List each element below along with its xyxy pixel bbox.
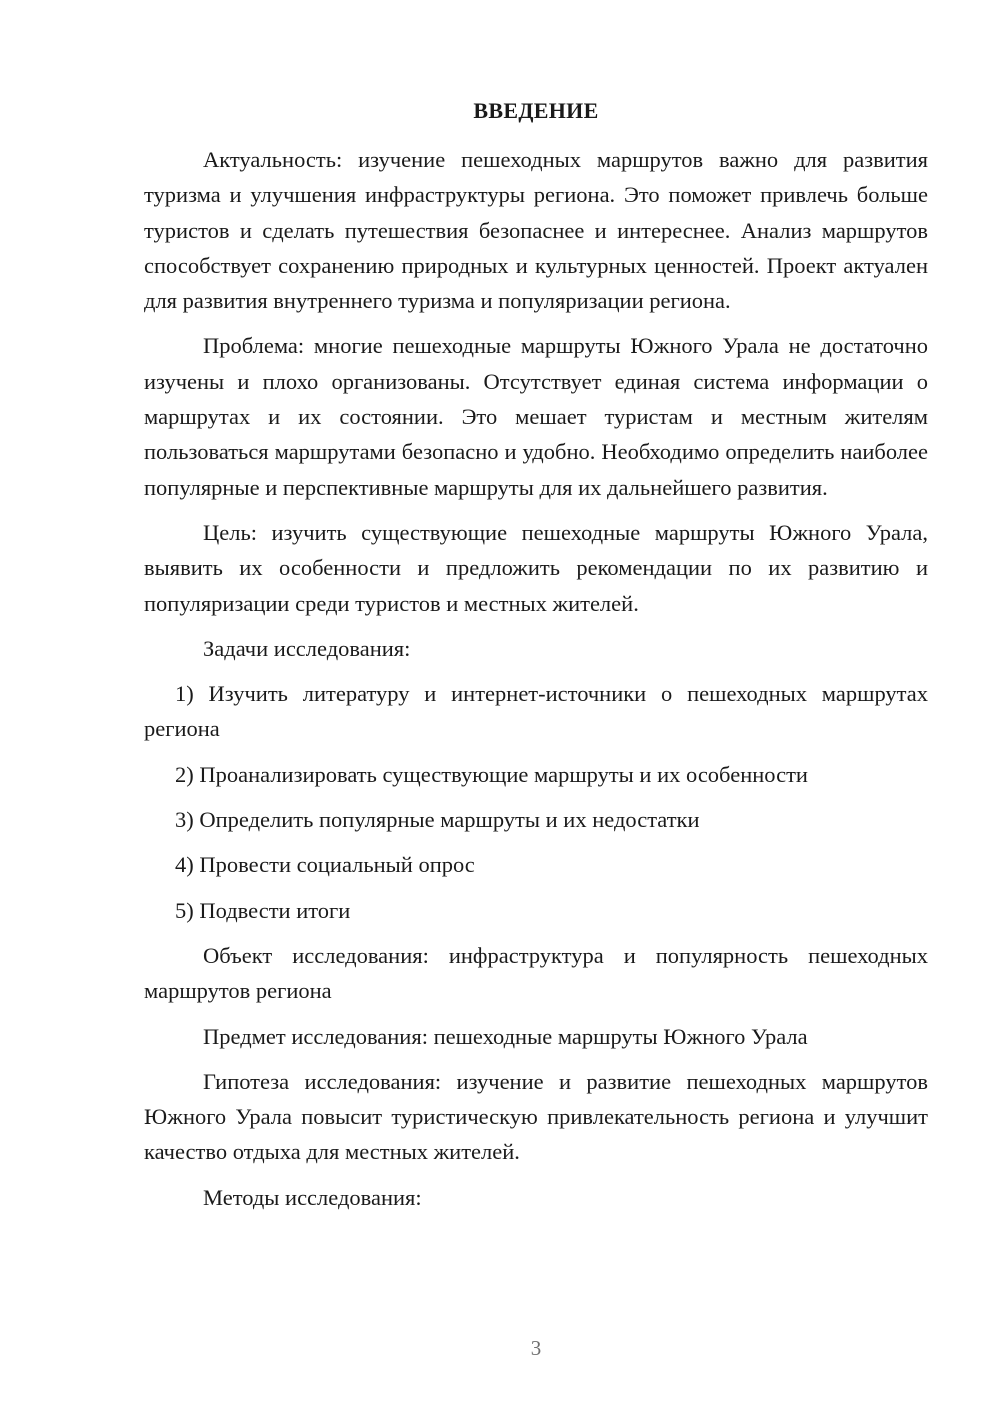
task-item: 4) Провести социальный опрос [175, 852, 475, 878]
page-title: ВВЕДЕНИЕ [473, 98, 599, 123]
relevance-paragraph: Актуальность: изучение пешеходных маршрутов важно для развития туризма и улучшения инфраструктуры региона. Это поможет привлечь больше туристов и сделать путешествия безопаснее и интереснее. Анализ маршрутов способствует сохранению природных и культурных ценностей. Проект актуален для развития внутреннего туризма и популяризации региона. [144, 147, 928, 314]
subject-paragraph: Предмет исследования: пешеходные маршруты Южного Урала [203, 1023, 808, 1049]
task-item: 3) Определить популярные маршруты и их недостатки [175, 807, 700, 833]
goal-paragraph: Цель: изучить существующие пешеходные маршруты Южного Урала, выявить их особенности и предложить рекомендации по их развитию и популяризации среди туристов и местных жителей. [144, 519, 928, 616]
task-item: 1) Изучить литературу и интернет-источники о пешеходных маршрутах региона [144, 681, 928, 742]
page-number: 3 [530, 1336, 542, 1360]
document-body [144, 142, 928, 1225]
tasks-heading: Задачи исследования: [203, 635, 411, 661]
problem-paragraph: Проблема: многие пешеходные маршруты Южного Урала не достаточно изучены и плохо организованы. Отсутствует единая система информации о маршрутах и их состоянии. Это мешает туристам и местным жителям пользоваться маршрутами безопасно и удобно. Необходимо определить наиболее популярные и перспективные маршруты для их дальнейшего развития. [144, 333, 928, 500]
object-paragraph: Объект исследования: инфраструктура и популярность пешеходных маршрутов региона [144, 942, 928, 1004]
task-item: 5) Подвести итоги [175, 897, 351, 923]
methods-paragraph: Методы исследования: [203, 1184, 422, 1210]
task-item: 2) Проанализировать существующие маршруты и их особенности [175, 761, 808, 787]
hypothesis-paragraph: Гипотеза исследования: изучение и развитие пешеходных маршрутов Южного Урала повысит туристическую привлекательность региона и улучшит качество отдыха для местных жителей. [144, 1068, 928, 1165]
